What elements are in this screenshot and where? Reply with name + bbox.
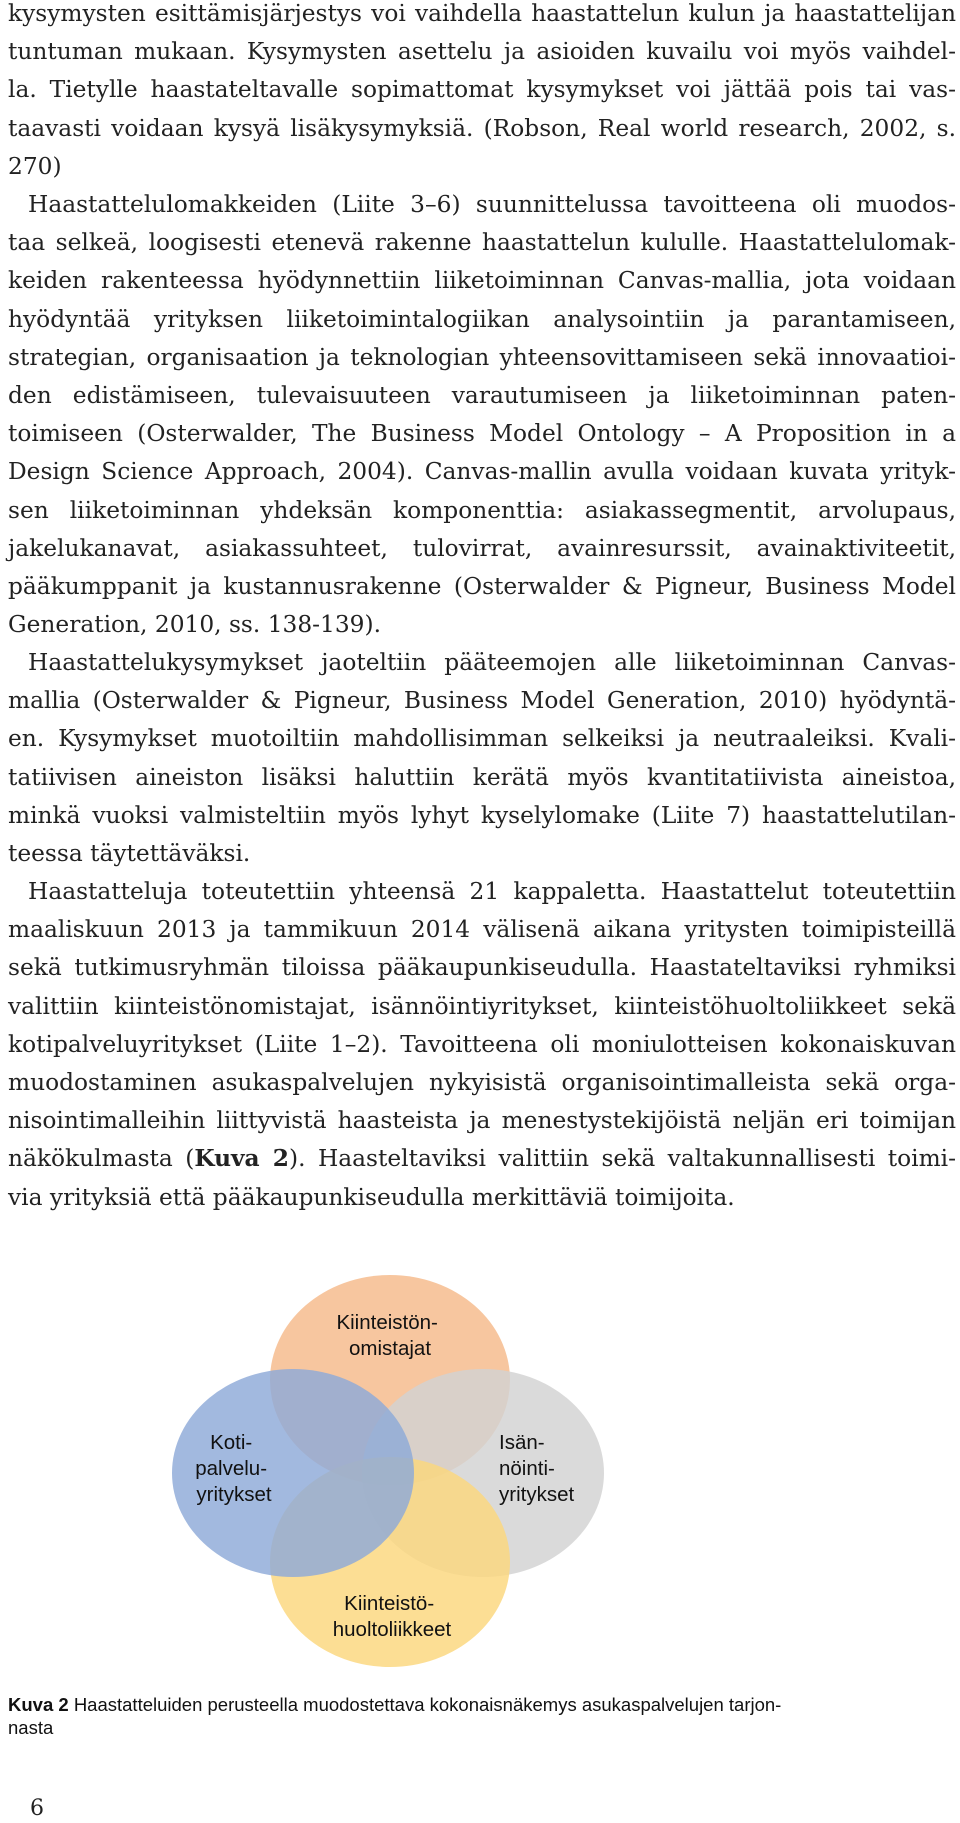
text-line: jakelukanavat, asiakassuhteet, tulovirrat, avainresurssit, avainaktiviteetit, (8, 534, 956, 562)
caption-text-continued: nasta (8, 1717, 54, 1738)
label-kiinteistonomistajat: Kiinteistön- omistajat (336, 1311, 438, 1360)
paragraph-2 (8, 186, 956, 644)
text-line: minkä vuoksi valmisteltiin myös lyhyt kyselylomake (Liite 7) haastattelutilan- (8, 801, 956, 829)
text-line: sekä tutkimusryhmän tiloissa pääkaupunkiseudulla. Haastateltaviksi ryhmiksi (8, 954, 956, 982)
paragraph-3 (8, 644, 956, 873)
text-line: toimiseen (Osterwalder, The Business Model Ontology – A Proposition in a (8, 420, 956, 448)
text-line: Haastatteluja toteutettiin yhteensä 21 kappaletta. Haastattelut toteutettiin (28, 878, 956, 905)
label-kiinteistohuoltoliikkeet: Kiinteistö- huoltoliikkeet (332, 1592, 452, 1641)
text-line: Haastattelukysymykset jaoteltiin pääteemojen alle liiketoiminnan Canvas- (28, 649, 956, 676)
text-line: mallia (Osterwalder & Pigneur, Business Model Generation, 2010) hyödyntä- (8, 687, 956, 715)
text-line: hyödyntää yrityksen liiketoimintalogiikan analysointiin ja parantamiseen, (8, 305, 956, 333)
text-fragment: ). Haasteltaviksi valittiin sekä valtakunnallisesti toimi- (289, 1145, 956, 1173)
caption-text: Haastatteluiden perusteella muodostettava kokonaisnäkemys asukaspalvelujen tarjon- (73, 1694, 782, 1715)
text-line: Design Science Approach, 2004). Canvas-mallin avulla voidaan kuvata yrityk- (8, 458, 956, 486)
text-line: taavasti voidaan kysyä lisäkysymyksiä. (Robson, Real world research, 2002, s. (8, 114, 956, 142)
text-line: via yrityksiä että pääkaupunkiseudulla merkittäviä toimijoita. (8, 1183, 735, 1211)
text-line: keiden rakenteessa hyödynnettiin liiketoiminnan Canvas-mallia, jota voidaan (8, 267, 956, 295)
text-line: Haastattelulomakkeiden (Liite 3–6) suunnittelussa tavoitteena oli muodos- (28, 191, 956, 218)
text-line: kysymysten esittämisjärjestys voi vaihdella haastattelun kulun ja haastattelijan (8, 0, 956, 27)
text-line: pääkumppanit ja kustannusrakenne (Osterwalder & Pigneur, Business Model (8, 573, 956, 601)
text-line: taa selkeä, loogisesti etenevä rakenne haastattelun kululle. Haastattelulomak- (8, 229, 956, 257)
paragraph-1 (8, 0, 956, 186)
text-line: nisointimalleihin liittyvistä haasteista ja menestystekijöistä neljän eri toimijan (8, 1107, 956, 1135)
text-line: tuntuman mukaan. Kysymysten asettelu ja asioiden kuvailu voi myös vaihdel- (8, 38, 956, 66)
caption-label: Kuva 2 (8, 1694, 69, 1715)
text-line: strategian, organisaation ja teknologian yhteensovittamiseen sekä innovaatioi- (8, 343, 956, 371)
paragraph-4 (8, 873, 956, 1217)
text-line: la. Tietylle haastateltavalle sopimattomat kysymykset voi jättää pois tai vas- (8, 76, 956, 104)
text-line: sen liiketoiminnan yhdeksän komponenttia: asiakassegmentit, arvolupaus, (8, 496, 956, 524)
venn-diagram-figure (150, 1262, 630, 1672)
text-line: den edistämiseen, tulevaisuuteen varautumiseen ja liiketoiminnan paten- (8, 382, 956, 410)
label-isannointiyritykset: Isän- nöinti- yritykset (499, 1431, 575, 1506)
text-line: valittiin kiinteistönomistajat, isännöintiyritykset, kiinteistöhuoltoliikkeet sekä (8, 992, 956, 1020)
label-kotipalveluyritykset: Koti- palvelu- yritykset (195, 1431, 272, 1506)
text-line: teessa täytettäväksi. (8, 840, 251, 868)
text-line: kotipalveluyritykset (Liite 1–2). Tavoitteena oli moniulotteisen kokonaiskuvan (8, 1030, 956, 1058)
figure-caption (8, 1693, 956, 1739)
figure-reference-link[interactable]: Kuva 2 (194, 1145, 290, 1173)
text-line: Generation, 2010, ss. 138-139). (8, 611, 381, 639)
text-fragment: näkökulmasta ( (8, 1145, 195, 1173)
text-line: 270) (8, 152, 62, 180)
text-line: tatiivisen aineiston lisäksi haluttiin kerätä myös kvantitatiivista aineistoa, (8, 763, 956, 791)
text-line: muodostaminen asukaspalvelujen nykyisistä organisointimalleista sekä orga- (8, 1069, 956, 1097)
text-line: maaliskuun 2013 ja tammikuun 2014 välisenä aikana yritysten toimipisteillä (8, 916, 956, 944)
text-line (8, 1140, 956, 1178)
page-number: 6 (30, 1796, 44, 1821)
text-line: en. Kysymykset muotoiltiin mahdollisimman selkeiksi ja neutraaleiksi. Kvali- (8, 725, 956, 753)
